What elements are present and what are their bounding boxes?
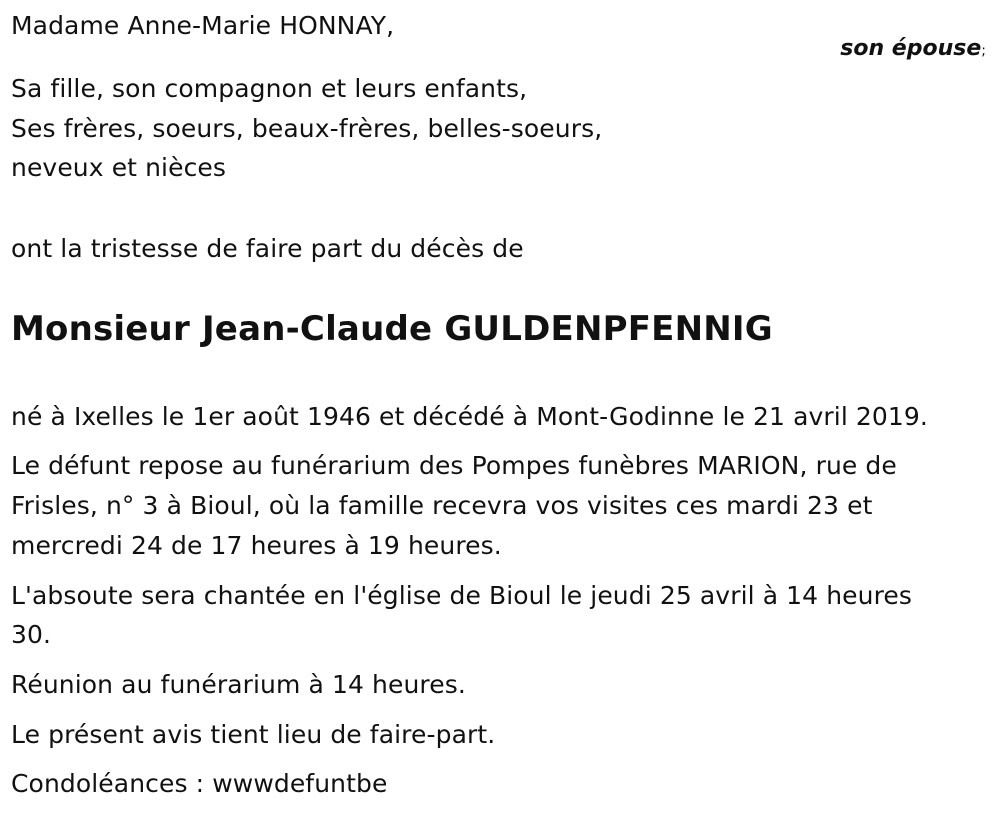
condolences-text: Condoléances : wwwdefuntbe [11, 769, 388, 798]
family-line-1: Sa fille, son compagnon et leurs enfants, [11, 74, 528, 103]
spouse-role-label: son épouse [840, 36, 982, 61]
birth-death-text: né à Ixelles le 1er août 1946 et décédé à Mont-Godinne le 21 avril 2019. [11, 402, 928, 431]
family-line-3: neveux et nièces [11, 153, 227, 182]
notice-text: Le présent avis tient lieu de faire-part. [11, 720, 496, 749]
family-line-2: Ses frères, soeurs, beaux-frères, belles-soeurs, [11, 114, 603, 143]
spouse-role [840, 34, 986, 66]
meeting-text: Réunion au funérarium à 14 heures. [11, 670, 466, 699]
rest-line-2: Frisles, n° 3 à Bioul, où la famille recevra vos visites ces mardi 23 et [11, 491, 873, 520]
announcement-text: ont la tristesse de faire part du décès de [11, 234, 524, 263]
spouse-name: Madame Anne-Marie HONNAY, [11, 11, 395, 40]
rest-line-1: Le défunt repose au funérarium des Pompes funèbres MARION, rue de [11, 451, 897, 480]
deceased-name: Monsieur Jean-Claude GULDENPFENNIG [11, 309, 773, 349]
absolution-line-1: L'absoute sera chantée en l'église de Bioul le jeudi 25 avril à 14 heures [11, 581, 913, 610]
absolution-line-2: 30. [11, 620, 52, 649]
rest-line-3: mercredi 24 de 17 heures à 19 heures. [11, 531, 502, 560]
spouse-role-punct: ; [981, 43, 986, 59]
